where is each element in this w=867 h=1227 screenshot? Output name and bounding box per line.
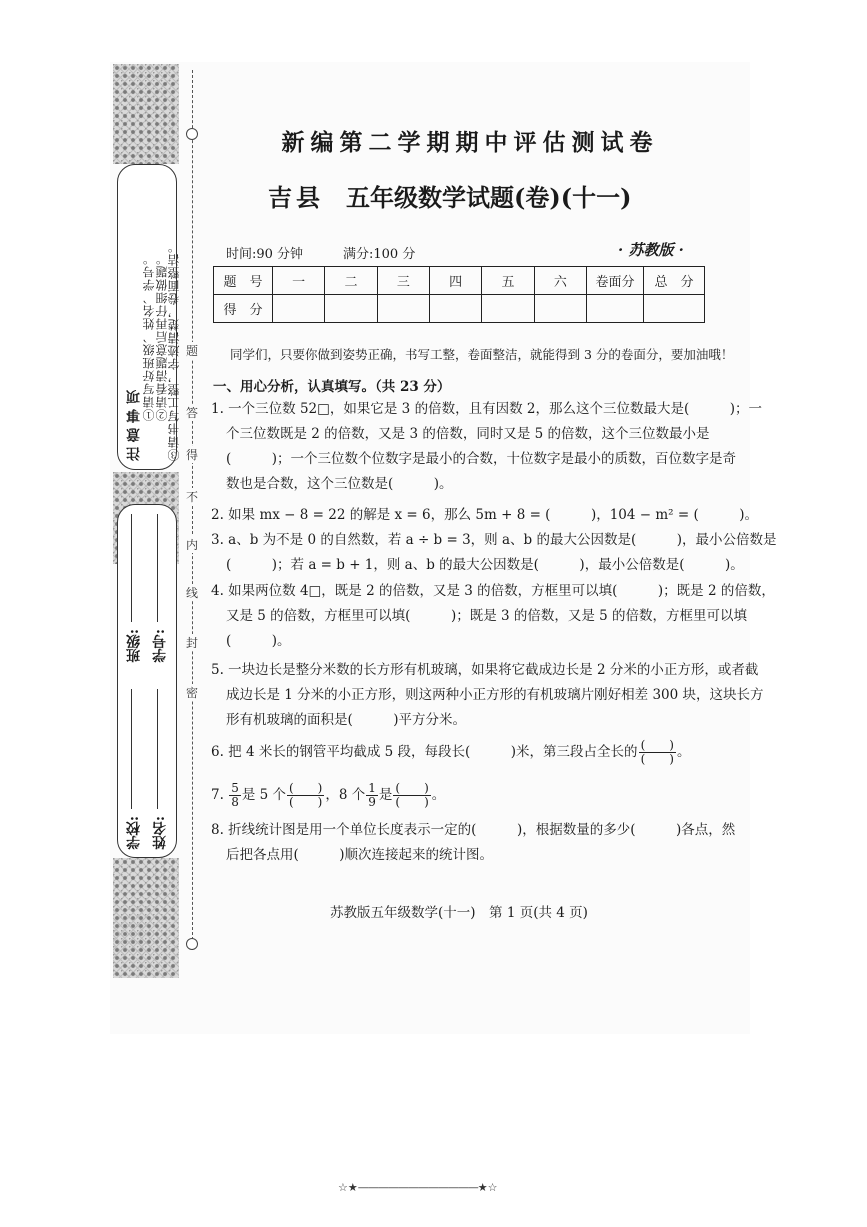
page-footer: 苏教版五年级数学(十一) 第 1 页(共 4 页) (330, 905, 588, 921)
exam-title: 新编第二学期期中评估测试卷 (281, 129, 659, 156)
notice-box (117, 164, 181, 470)
score-table-score-row (214, 295, 705, 323)
school-field[interactable] (131, 689, 132, 809)
name-field[interactable] (157, 689, 158, 809)
score-cell: 一 (273, 267, 325, 295)
question-3 (211, 528, 777, 578)
notice-title: 注意事项 (126, 385, 142, 461)
seal-char: 得 (185, 448, 198, 462)
seal-char: 题 (185, 344, 198, 358)
class-field[interactable] (131, 514, 132, 622)
fraction-denominator: ( ) (289, 795, 323, 809)
seal-char: 答 (185, 406, 198, 420)
exam-time: 时间:90 分钟 (226, 247, 304, 262)
question-line: 成边长是 1 分米的小正方形，则这两种小正方形的有机玻璃片刚好相差 300 块，这块长方 (226, 687, 764, 703)
question-line: 4. 如果两位数 4□，既是 2 的倍数，又是 3 的倍数，方框里可以填( )；既是 2 的倍数， (211, 583, 775, 599)
question-line: ( )；若 a = b + 1，则 a、b 的最大公因数是( )，最小公倍数是( )。 (226, 557, 744, 573)
star-icon: ☆★ (338, 1181, 358, 1194)
question-line: ( )。 (226, 633, 291, 649)
decorative-pattern (113, 64, 179, 164)
score-cell: 四 (429, 267, 481, 295)
class-label: 班级: (126, 628, 142, 662)
fraction-denominator: 9 (368, 795, 376, 809)
score-input-cell[interactable] (325, 295, 377, 323)
notice-item-2: ②请看清题意后再仔细做题。 (155, 252, 169, 421)
score-cell: 卷面分 (587, 267, 644, 295)
fraction-numerator: ( ) (289, 781, 323, 795)
question-5 (211, 658, 764, 733)
question-1 (211, 397, 762, 497)
question-text: 。 (431, 787, 446, 803)
bottom-decoration (338, 1181, 497, 1194)
fraction-blank[interactable] (639, 739, 676, 766)
question-line: 8. 折线统计图是用一个单位长度表示一定的( )，根据数量的多少( )各点，然 (211, 822, 736, 838)
question-line: 形有机玻璃的面积是( )平方分米。 (226, 712, 467, 728)
fraction-denominator: ( ) (640, 752, 674, 766)
fraction-numerator: 1 (368, 781, 376, 795)
score-input-cell[interactable] (587, 295, 644, 323)
seal-char: 封 (185, 636, 198, 650)
score-input-cell[interactable] (377, 295, 429, 323)
score-input-cell[interactable] (429, 295, 481, 323)
fraction (366, 782, 378, 809)
question-line: 数也是合数，这个三位数是( )。 (226, 476, 453, 492)
question-text: 7. (211, 787, 224, 803)
question-text: 是 5 个 (241, 787, 286, 803)
seal-char: 不 (185, 490, 198, 504)
score-table (213, 266, 705, 323)
fraction-numerator: ( ) (395, 781, 429, 795)
question-text: ，8 个 (325, 787, 366, 803)
school-label: 学校: (126, 815, 142, 849)
question-line: ( )；一个三位数个位数字是最小的合数，十位数字是最小的质数，百位数字是奇 (226, 451, 737, 467)
score-input-cell[interactable] (273, 295, 325, 323)
question-6 (211, 739, 690, 766)
score-cell: 三 (377, 267, 429, 295)
notice-item-3: ③请书写工整，字迹清楚，卷面整洁。 (167, 240, 181, 461)
fraction (229, 782, 241, 809)
question-text: 是 (378, 787, 393, 803)
seal-circle (186, 128, 198, 140)
exam-subtitle (268, 178, 631, 213)
seal-char: 内 (185, 538, 198, 552)
name-label: 姓名: (152, 815, 168, 849)
question-7 (211, 782, 445, 809)
question-8 (211, 818, 735, 868)
question-line: 又是 5 的倍数，方框里可以填( )；既是 3 的倍数，又是 5 的倍数，方框里可以填 (226, 608, 748, 624)
intro-text: 同学们，只要你做到姿势正确，书写工整，卷面整洁，就能得到 3 分的卷面分，要加油哦！ (230, 347, 734, 362)
fraction-numerator: ( ) (640, 738, 674, 752)
edition-label: · 苏教版 · (618, 241, 684, 259)
seal-circle (186, 938, 198, 950)
score-input-cell[interactable] (482, 295, 534, 323)
score-cell: 六 (534, 267, 586, 295)
question-line: 2. 如果 mx − 8 = 22 的解是 x = 6，那么 5m + 8 = ( )，104 − m² = ( )。 (211, 507, 759, 523)
notice-item-1: ①请写好班级、姓名、学号。 (142, 252, 156, 421)
number-label: 学号: (152, 628, 168, 662)
county-name: 吉县 (268, 183, 324, 212)
fraction-denominator: ( ) (395, 795, 429, 809)
seal-char: 密 (185, 686, 198, 700)
seal-char: 线 (185, 586, 198, 600)
star-icon: ★☆ (477, 1181, 498, 1194)
fraction-blank[interactable] (287, 782, 324, 809)
seal-line (192, 70, 193, 950)
question-text: 。 (676, 744, 691, 760)
number-field[interactable] (157, 514, 158, 622)
fraction-denominator: 8 (231, 795, 239, 809)
score-cell: 总 分 (644, 267, 705, 295)
student-info-box (117, 504, 177, 858)
subtitle-text: 五年级数学试题(卷)(十一) (346, 183, 632, 212)
score-cell: 题 号 (214, 267, 273, 295)
score-table-header-row (214, 267, 705, 295)
question-text: 6. 把 4 米长的钢管平均截成 5 段，每段长( )米，第三段占全长的 (211, 744, 638, 760)
fraction-numerator: 5 (231, 781, 239, 795)
question-2 (211, 503, 758, 528)
score-input-cell[interactable] (534, 295, 586, 323)
dash-line: ———————————— (357, 1181, 478, 1194)
section-1-title: 一、用心分析，认真填写。（共 23 分） (213, 379, 451, 395)
question-4 (211, 579, 775, 654)
question-line: 1. 一个三位数 52□，如果它是 3 的倍数，且有因数 2，那么这个三位数最大是( )；一 (211, 401, 762, 417)
score-cell: 得 分 (214, 295, 273, 323)
question-line: 后把各点用( )顺次连接起来的统计图。 (226, 847, 494, 863)
full-score: 满分:100 分 (343, 247, 416, 262)
question-line: 个三位数既是 2 的倍数，又是 3 的倍数，同时又是 5 的倍数，这个三位数最小是 (226, 426, 710, 442)
binding-strip (113, 64, 179, 980)
score-input-cell[interactable] (644, 295, 705, 323)
score-cell: 五 (482, 267, 534, 295)
decorative-pattern (113, 858, 179, 978)
question-line: 5. 一块边长是整分米数的长方形有机玻璃，如果将它截成边长是 2 分米的小正方形，或者截 (211, 662, 759, 678)
score-cell: 二 (325, 267, 377, 295)
fraction-blank[interactable] (393, 782, 430, 809)
question-line: 3. a、b 为不是 0 的自然数，若 a ÷ b = 3，则 a、b 的最大公因数是( )，最小公倍数是 (211, 532, 777, 548)
